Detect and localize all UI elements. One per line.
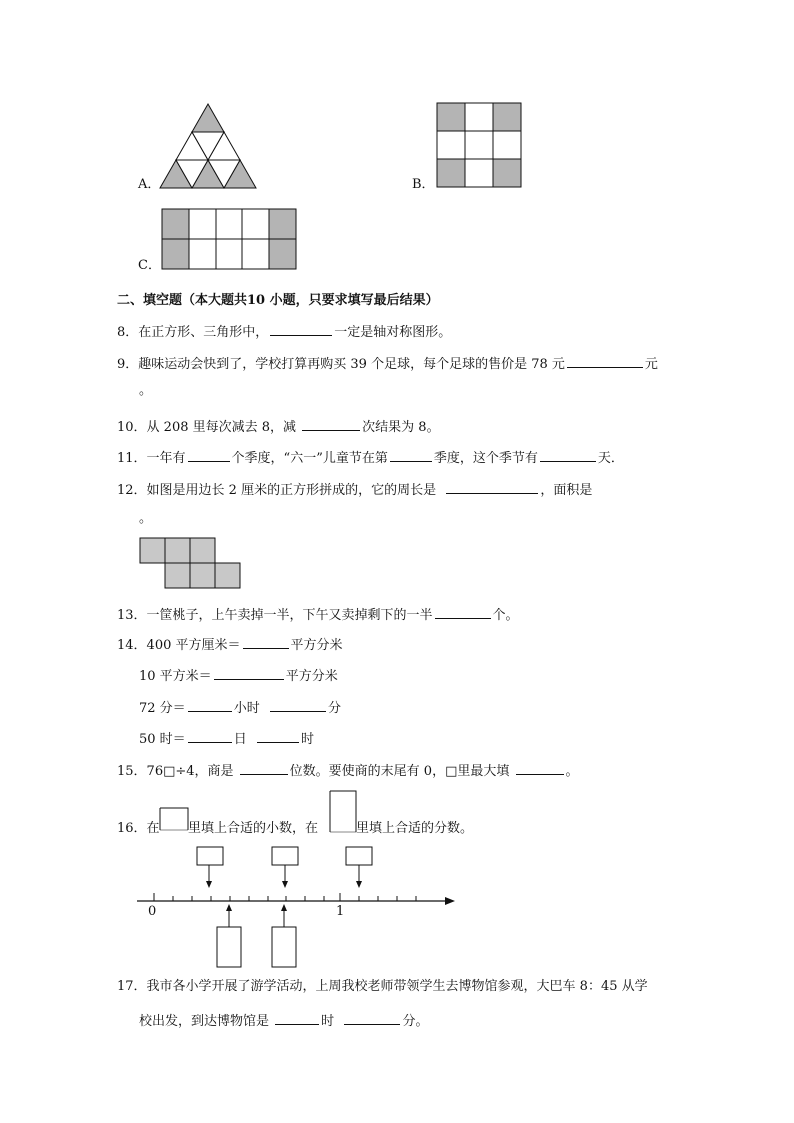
q9-answer-blank[interactable] — [567, 353, 643, 368]
q11-blank-1[interactable] — [188, 447, 230, 462]
q10-answer-blank[interactable] — [302, 416, 360, 431]
question-17-line2 — [139, 1010, 428, 1031]
q13-answer-blank[interactable] — [435, 604, 491, 619]
q14-blank-2[interactable] — [214, 665, 284, 680]
q13-text-before: 13．一筐桃子，上午卖掉一半，下午又卖掉剩下的一半 — [117, 608, 433, 623]
option-a-label: A． — [138, 177, 161, 192]
question-15 — [117, 760, 579, 781]
number-line-zero-label: 0 — [148, 904, 157, 919]
q16-part2: 里填上合适的小数，在 — [188, 821, 319, 836]
q14-l3-left: 72 分＝ — [139, 701, 186, 716]
q15-blank-2[interactable] — [516, 760, 564, 775]
q8-text-before: 8．在正方形、三角形中， — [117, 325, 269, 340]
q11-part4: 天． — [597, 451, 624, 466]
number-line-one-label: 1 — [336, 904, 345, 919]
q14-l1-left: 14．400 平方厘米＝ — [117, 638, 241, 653]
question-14-line4 — [139, 728, 314, 749]
q9-line2: 。 — [139, 383, 153, 398]
q17-hour-blank[interactable] — [275, 1010, 319, 1025]
q16-part1: 16．在 — [117, 821, 160, 836]
section-heading: 二、填空题（本大题共10 小题，只要求填写最后结果） — [117, 293, 439, 308]
q14-l3-unit2: 分 — [327, 701, 341, 716]
q14-blank-4[interactable] — [270, 697, 326, 712]
question-11 — [117, 447, 624, 468]
q15-part1: 15．76□÷4，商是 — [117, 764, 234, 779]
q14-l4-left: 50 时＝ — [139, 732, 186, 747]
question-14-line2 — [139, 665, 338, 686]
q13-text-after: 个。 — [492, 608, 519, 623]
q14-blank-6[interactable] — [257, 728, 299, 743]
q14-blank-3[interactable] — [188, 697, 232, 712]
q14-l1-unit: 平方分米 — [290, 638, 343, 653]
q12-line2: 。 — [139, 511, 153, 526]
q11-blank-3[interactable] — [540, 447, 596, 462]
q17-text-c: 分。 — [402, 1014, 429, 1029]
q16-part3: 里填上合适的分数。 — [356, 821, 474, 836]
staircase-squares-figure — [140, 538, 241, 589]
q11-part1: 11．一年有 — [117, 451, 186, 466]
q14-l4-unit1: 日 — [233, 732, 247, 747]
decimal-box-icon — [160, 808, 188, 830]
option-c-label: C． — [138, 258, 161, 273]
q14-l2-unit: 平方分米 — [285, 669, 338, 684]
question-14-line1 — [117, 634, 343, 655]
question-8 — [117, 321, 451, 342]
question-9 — [117, 353, 658, 374]
question-12 — [117, 479, 592, 500]
q12-mid: ，面积是 — [540, 483, 593, 498]
q14-l4-unit2: 时 — [300, 732, 314, 747]
q14-blank-1[interactable] — [243, 634, 289, 649]
q8-text-after: 一定是轴对称图形。 — [334, 325, 452, 340]
question-10 — [117, 416, 440, 437]
grid-3x3-figure — [437, 103, 521, 187]
number-line — [137, 843, 459, 968]
q12-text: 12．如图是用边长 2 厘米的正方形拼成的，它的周长是 — [117, 483, 437, 498]
question-13 — [117, 604, 519, 625]
q11-part3: 季度，这个季节有 — [433, 451, 538, 466]
q15-part3: 。 — [565, 764, 579, 779]
q9-unit: 元 — [644, 357, 658, 372]
triangle-figure — [160, 104, 256, 188]
q12-perimeter-blank[interactable] — [446, 479, 538, 494]
q10-text-before: 10．从 208 里每次减去 8，减 — [117, 420, 297, 435]
q9-text: 9．趣味运动会快到了，学校打算再购买 39 个足球，每个足球的售价是 78 元 — [117, 357, 565, 372]
q10-text-after: 次结果为 8。 — [362, 420, 440, 435]
q14-l3-unit1: 小时 — [233, 701, 260, 716]
q11-blank-2[interactable] — [390, 447, 432, 462]
q14-blank-5[interactable] — [188, 728, 232, 743]
option-b-label: B． — [412, 177, 435, 192]
q17-minute-blank[interactable] — [344, 1010, 400, 1025]
q15-part2: 位数。要使商的末尾有 0，□里最大填 — [289, 764, 510, 779]
fraction-box-icon — [330, 791, 356, 832]
q11-part2: 个季度，“六一”儿童节在第 — [231, 451, 388, 466]
q8-answer-blank[interactable] — [270, 321, 332, 336]
question-17-line1: 17．我市各小学开展了游学活动，上周我校老师带领学生去博物馆参观，大巴车 8：45 从学 — [117, 979, 648, 994]
grid-2x5-figure — [162, 209, 296, 269]
question-14-line3 — [139, 697, 341, 718]
q14-l2-left: 10 平方米＝ — [139, 669, 212, 684]
q15-blank-1[interactable] — [240, 760, 288, 775]
q17-text-b: 时 — [321, 1014, 335, 1029]
q17-text-a: 校出发，到达博物馆是 — [139, 1014, 270, 1029]
